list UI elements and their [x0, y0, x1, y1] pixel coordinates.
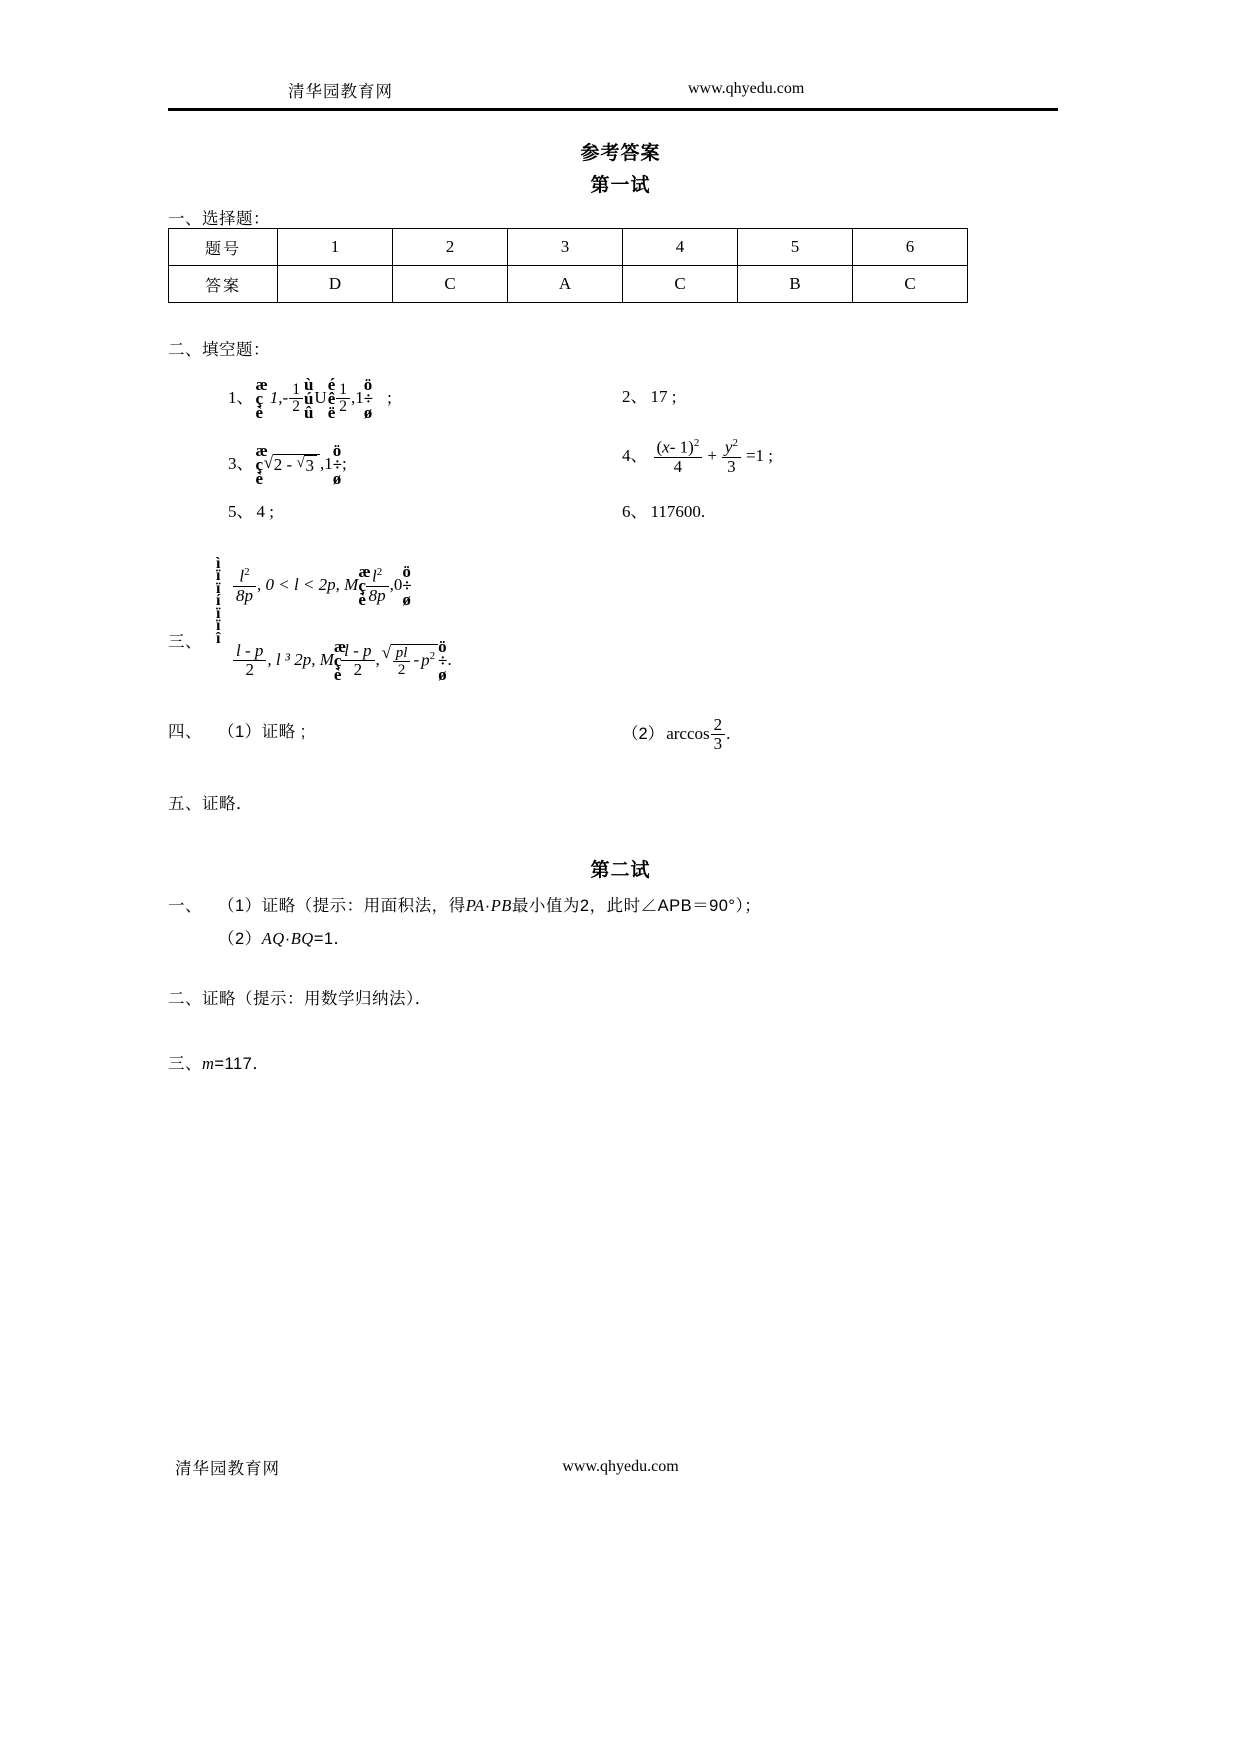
sqrt-outer	[264, 454, 320, 477]
answer-3: A	[508, 266, 623, 303]
exponent-two: 2	[732, 437, 738, 449]
bracket-glyph-close-right: ö ÷ ø	[332, 441, 343, 488]
point-y-zero: ,0	[389, 574, 403, 594]
bracket-glyph-open-left: æ ç è	[255, 375, 268, 422]
t2-three-value: =117．	[214, 1055, 270, 1073]
bracket-glyph-close-mid: ù ú û	[303, 375, 314, 422]
question-number-3: 3	[508, 229, 623, 266]
fraction-denominator: 2	[245, 660, 254, 680]
fraction-denominator: 2	[397, 661, 406, 678]
arccos-function: arccos	[666, 723, 710, 743]
bracket-glyph-close: ö ÷ ø	[402, 562, 412, 609]
piecewise-row-2-condition: , l ³ 2p, M	[267, 649, 334, 669]
t2-three-label: 三、	[168, 1055, 202, 1073]
t2-q1-text-b: 最小值为2，此时∠APB＝90°）；	[511, 897, 762, 915]
fraction-numerator: (x- 1)$^2$	[654, 438, 703, 458]
interval-right-part: ,1	[319, 453, 333, 473]
piecewise-row-1	[232, 562, 412, 609]
sqrt-inner	[296, 455, 317, 476]
fill-answer-2	[622, 382, 676, 407]
variable-y: y	[724, 437, 733, 457]
question-number-1: 1	[278, 229, 393, 266]
fill-answer-4	[622, 438, 773, 476]
fill-answer-2-number: 2、	[622, 387, 648, 406]
fraction-numerator: l - p	[233, 642, 266, 661]
fraction-point-x	[366, 567, 389, 605]
t2-q1-line-1	[218, 892, 761, 916]
sqrt-radicand	[391, 644, 438, 678]
page-header	[168, 78, 1058, 118]
question-number-6: 6	[853, 229, 968, 266]
heading-fill-in-blank: 二、填空题：	[168, 341, 270, 359]
fill-answer-3-semicolon: ;	[342, 453, 347, 473]
fraction-numerator	[722, 438, 741, 458]
fraction-denominator: 3	[727, 457, 736, 477]
bracket-glyph-open-mid2: é ê ë	[327, 375, 336, 422]
union-symbol: U	[314, 387, 327, 407]
answers-table	[168, 228, 968, 303]
numerator-minus-one: - 1	[669, 437, 689, 457]
segment-PA: PA	[465, 896, 485, 915]
item-2-period: .	[726, 723, 731, 743]
bracket-glyph-open: æ ç è	[358, 562, 371, 609]
bracket-glyph-close: ö ÷ ø	[438, 637, 448, 684]
fill-answer-1-number: 1、	[228, 387, 254, 407]
t2-heading-one: 一、	[168, 897, 202, 915]
question-number-2: 2	[393, 229, 508, 266]
subtitle-test-two: 第二试	[590, 860, 651, 881]
dot-operator: ·	[484, 897, 491, 915]
fraction-denominator: 2	[353, 660, 363, 680]
heading-section-five: 五、证略．	[168, 795, 253, 813]
minus-symbol: -	[413, 650, 420, 670]
fraction-denominator: 2	[292, 398, 300, 416]
t2-q1-text-a: （1）证略（提示：用面积法，得	[218, 897, 466, 915]
fill-answer-5-value: 4 ;	[256, 502, 274, 521]
heading-section-three: 三、	[168, 633, 202, 651]
fill-answer-5-number: 5、	[228, 502, 254, 521]
sqrt-radicand	[273, 454, 320, 477]
table-row	[169, 266, 968, 303]
fraction-two-thirds	[711, 716, 726, 754]
t2-q1-line2-result: =1．	[313, 930, 351, 948]
page-title: 参考答案	[580, 143, 661, 164]
table-row	[169, 229, 968, 266]
item-2-prefix: （2）	[622, 724, 665, 743]
segment-AQ: AQ	[261, 929, 285, 948]
fill-answer-3-number: 3、	[228, 453, 254, 473]
bracket-glyph-open-left: æ ç è	[255, 441, 268, 488]
fill-answer-6-number: 6、	[622, 502, 648, 521]
heading-multiple-choice: 一、选择题：	[168, 210, 270, 228]
fraction-x-minus-one-squared-over-four	[654, 438, 703, 476]
fraction-numerator: √ pl	[393, 645, 411, 662]
t2-q1-line2-prefix: （2）	[218, 930, 262, 948]
fraction-pl-over-2	[393, 645, 411, 678]
fraction-numerator: $l^2$	[233, 567, 256, 587]
answer-4: C	[623, 266, 738, 303]
variable-x: x	[662, 437, 670, 457]
fill-answer-3	[228, 441, 347, 488]
answer-6: C	[853, 266, 968, 303]
piecewise-brace: ì ï ï í ï ï î	[216, 555, 221, 647]
dot-operator: ·	[284, 930, 291, 948]
fraction-numerator: l - p	[341, 642, 374, 661]
fraction-denominator: 8p	[368, 585, 386, 605]
fraction-l-minus-p-over-2	[233, 642, 266, 680]
fraction-denominator: 2	[339, 398, 347, 416]
sqrt-inner-radicand: 3	[304, 455, 317, 476]
header-url: www.qhyedu.com	[688, 80, 805, 97]
radicand-lead: 2 -	[273, 454, 293, 474]
interval-left-part: 1,-	[269, 387, 289, 407]
header-divider	[168, 108, 1058, 111]
fraction-one-half-a	[289, 382, 303, 416]
fraction-numerator: 1	[289, 382, 303, 400]
section-four-item-1: （1）证略 ;	[218, 723, 306, 741]
row-label-answer: 答案	[169, 266, 278, 303]
bracket-glyph-close-right: ö ÷ ø	[363, 375, 374, 422]
subtitle-test-one: 第一试	[590, 175, 651, 196]
footer-site-name: 清华园教育网	[175, 1460, 280, 1478]
fill-answer-6	[622, 497, 705, 522]
answer-5: B	[738, 266, 853, 303]
exponent-two: 2	[693, 437, 700, 449]
plus-symbol: +	[707, 446, 717, 466]
fill-answer-6-value: 117600.	[650, 502, 706, 521]
sqrt-point-y	[382, 644, 438, 678]
segment-PB: PB	[490, 896, 512, 915]
fraction-denominator: 3	[713, 734, 723, 754]
interval-right-part: ,1	[351, 387, 364, 407]
piecewise-row-1-condition: , 0 < l < 2p, M	[257, 574, 359, 594]
question-number-4: 4	[623, 229, 738, 266]
fraction-denominator: 8p	[236, 585, 253, 605]
fraction-y-squared-over-three	[722, 438, 741, 476]
fraction-numerator: 2	[711, 716, 726, 735]
fill-answer-1	[228, 375, 392, 422]
segment-BQ: BQ	[290, 929, 314, 948]
piecewise-row-2	[232, 637, 452, 684]
header-site-name: 清华园教育网	[288, 83, 393, 101]
heading-section-four: 四、	[168, 723, 202, 741]
fill-answer-1-semicolon: ;	[387, 387, 392, 407]
fraction-point-x2	[341, 642, 374, 680]
answer-2: C	[393, 266, 508, 303]
exponent-two: 2	[429, 649, 436, 662]
equation-rhs: =1 ;	[745, 446, 774, 466]
fraction-denominator: 4	[673, 457, 683, 477]
fill-answer-5	[228, 497, 274, 522]
point-separator-comma: ,	[375, 649, 380, 669]
fill-answer-2-value: 17 ;	[650, 387, 677, 406]
bracket-glyph-open: æ ç è	[333, 637, 347, 684]
variable-p: p	[421, 650, 430, 670]
row-label-question-number: 题号	[169, 229, 278, 266]
fill-answer-4-number: 4、	[622, 446, 648, 466]
fraction-one-half-b	[336, 382, 350, 416]
footer-url: www.qhyedu.com	[562, 1458, 679, 1475]
t2-heading-three	[168, 1050, 269, 1074]
section-four-item-2	[622, 716, 730, 754]
question-number-5: 5	[738, 229, 853, 266]
answer-1: D	[278, 266, 393, 303]
piecewise-period: .	[447, 649, 452, 669]
fraction-numerator: 1	[336, 382, 350, 400]
t2-q1-line-2	[218, 925, 351, 949]
variable-m: m	[202, 1054, 215, 1073]
fraction-numerator: $l^2$	[366, 567, 389, 587]
t2-item-two: 二、证略（提示：用数学归纳法）．	[168, 990, 432, 1008]
fraction-l-squared-over-8p	[233, 567, 256, 605]
